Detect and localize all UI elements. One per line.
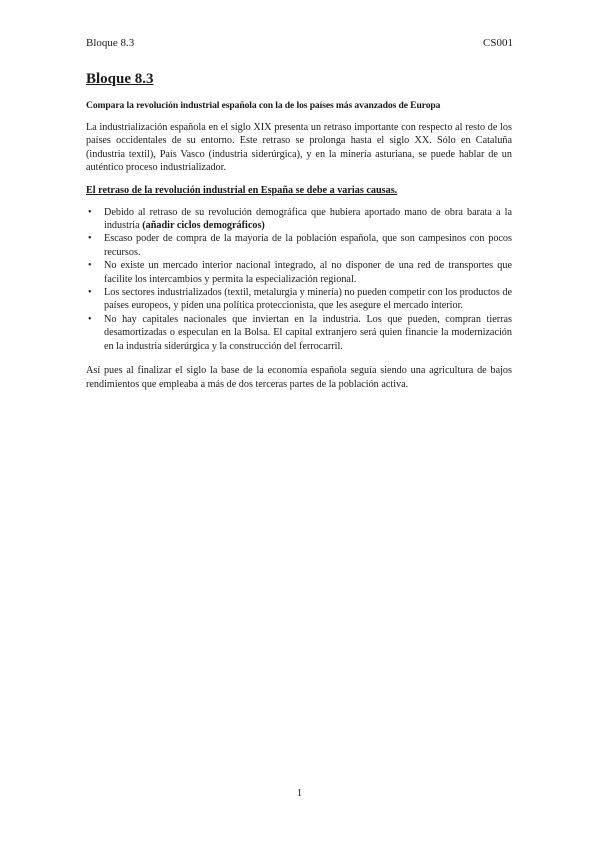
- conclusion-paragraph: Así pues al finalizar el siglo la base de la economía española seguía siendo una agricultura de bajos rendimientos que empleaba a más de dos terceras partes de la población activa.: [86, 365, 512, 390]
- question-heading: Compara la revolución industrial española con la de los países más avanzados de Europa: [86, 100, 441, 111]
- bullet-icon: •: [88, 313, 92, 325]
- header-right: CS001: [483, 37, 513, 49]
- list-item-text: Escaso poder de compra de la mayoría de la población española, que son campesinos con pocos recursos.: [104, 233, 512, 258]
- list-item: [86, 206, 512, 233]
- list-item-text: No existe un mercado interior nacional integrado, al no disponer de una red de transportes que facilite los intercambios y permita la especialización regional.: [104, 260, 512, 285]
- causes-list: [86, 206, 512, 353]
- list-item-text: No hay capitales nacionales que inviertan en la industria. Los que pueden, compran tierras desamortizadas o especulan en la Bolsa. El capital extranjero será quien financie la modernización en la industria siderúrgica y la construcción del ferrocarril.: [104, 313, 512, 352]
- list-item-text: Los sectores industrializados (textil, metalurgia y minería) no pueden competir con los productos de países europeos, y piden una política proteccionista, que les asegure el mercado interior.: [104, 287, 512, 312]
- causes-subheading: El retraso de la revolución industrial en España se debe a varias causas.: [86, 184, 398, 196]
- list-item-note: (añadir ciclos demográficos): [142, 220, 265, 232]
- list-item: [86, 286, 512, 313]
- list-item-text: Debido al retraso de su revolución demográfica que hubiera aportado mano de obra barata a la industria: [104, 206, 512, 232]
- page-title: Bloque 8.3: [86, 71, 154, 87]
- bullet-icon: •: [88, 287, 92, 299]
- document-body: [86, 70, 512, 400]
- list-item: [86, 313, 512, 353]
- page-number: 1: [296, 787, 303, 799]
- header-left: Bloque 8.3: [86, 37, 135, 49]
- intro-paragraph: La industrialización española en el siglo XIX presenta un retraso importante con respecto al resto de los países occidentales de su entorno. Este retraso se prolonga hasta el siglo XX. Sólo en Cataluña (industria textil), País Vasco (industria siderúrgica), y en la minería asturiana, se puede hablar de un auténtico proceso industrializador.: [86, 122, 512, 174]
- list-item: [86, 232, 512, 259]
- bullet-icon: •: [88, 260, 92, 272]
- bullet-icon: •: [88, 206, 92, 218]
- list-item: [86, 259, 512, 286]
- bullet-icon: •: [88, 233, 92, 245]
